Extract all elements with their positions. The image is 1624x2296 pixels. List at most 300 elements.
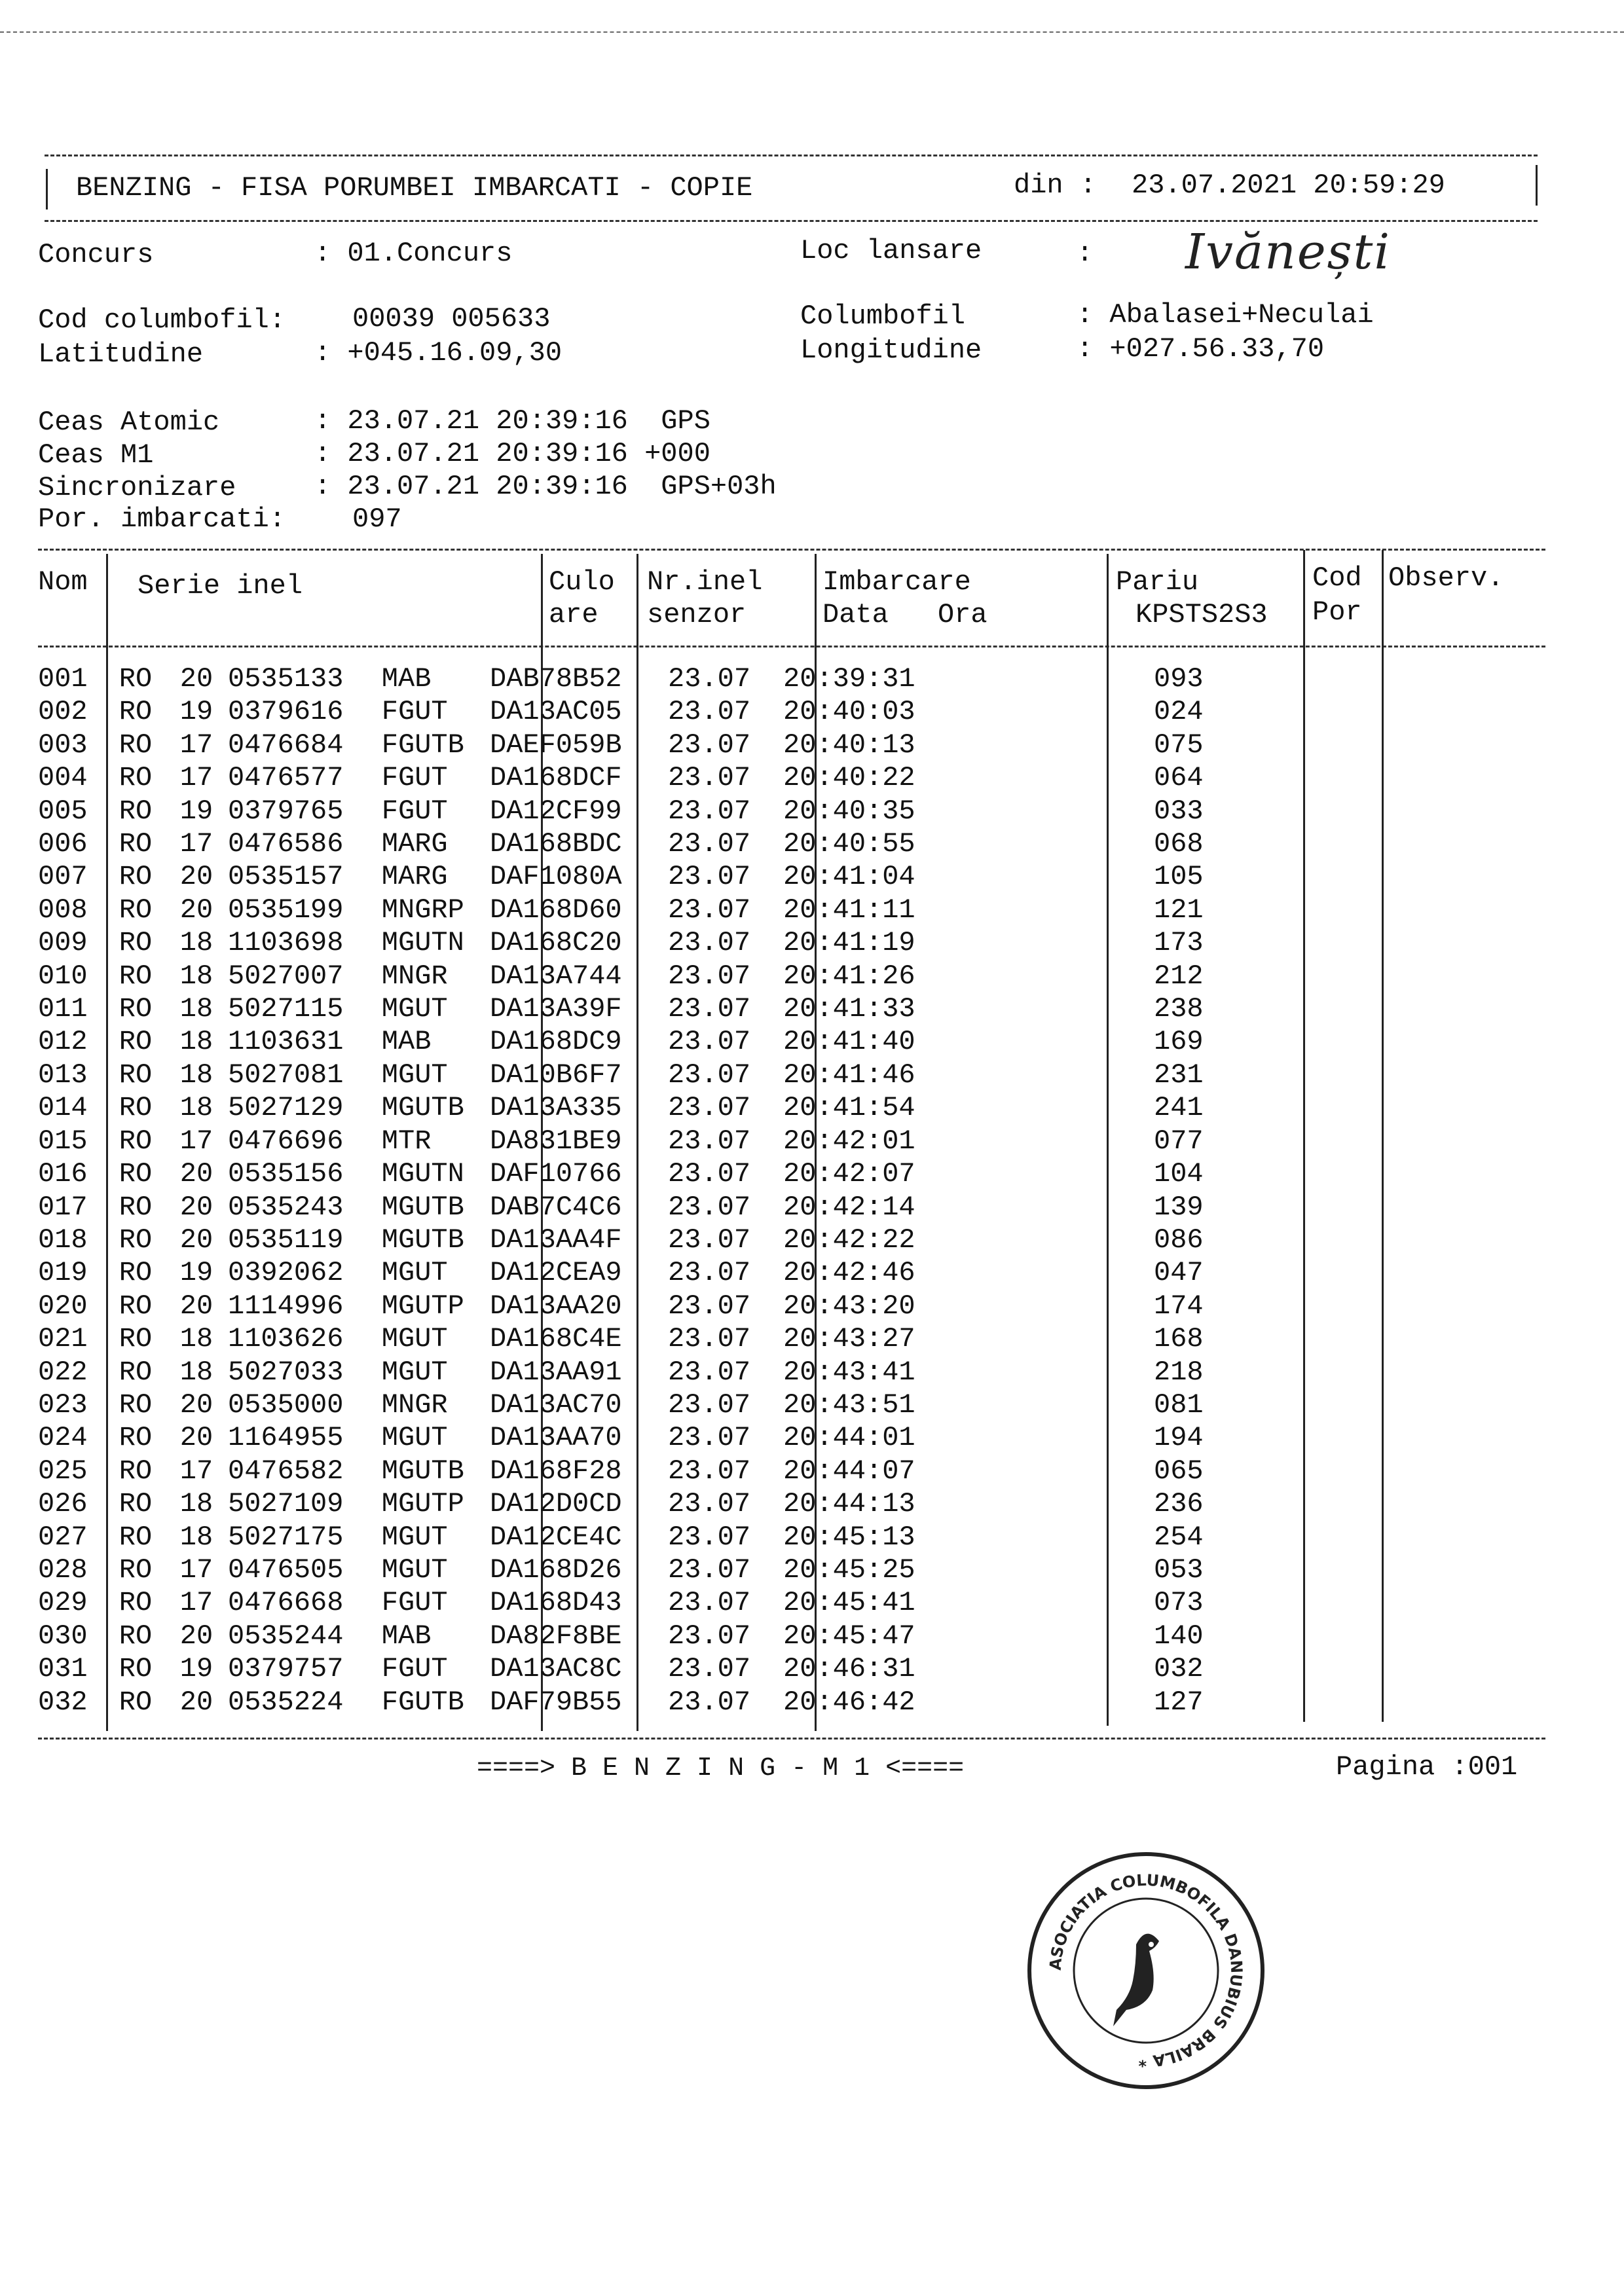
row-year: 20 (179, 1620, 213, 1652)
row-ring-number: 5027109 (228, 1488, 344, 1520)
row-sensor: DAEF059B (490, 729, 622, 761)
row-ring-number: 0535224 (228, 1686, 344, 1718)
row-time: 20:42:14 (783, 1191, 915, 1223)
table-row (38, 795, 1429, 828)
row-time: 20:40:03 (783, 696, 915, 728)
col-header-por: Por (1312, 596, 1362, 628)
row-sex: F (381, 729, 398, 761)
row-date: 23.07 (668, 894, 751, 926)
row-pariu (957, 860, 1154, 893)
row-year: 20 (179, 1290, 213, 1322)
row-sensor: DA13AA4F (490, 1224, 622, 1256)
row-year: 20 (179, 1389, 213, 1421)
association-stamp (1022, 1846, 1270, 2095)
row-observ (1232, 993, 1429, 1025)
row-ring-number: 0379757 (228, 1653, 344, 1685)
row-time: 20:39:31 (783, 663, 915, 695)
row-color: GUTB (398, 1455, 464, 1487)
row-date: 23.07 (668, 795, 751, 827)
row-nom: 018 (38, 1224, 88, 1256)
row-ring-number: 1103698 (228, 927, 344, 959)
row-country: RO (119, 762, 153, 794)
row-ring-number: 0476582 (228, 1455, 344, 1487)
row-sex: M (381, 1092, 398, 1124)
table-row (38, 695, 1429, 728)
row-year: 20 (179, 663, 213, 695)
row-year: 20 (179, 1422, 213, 1454)
row-ring-number: 0476684 (228, 729, 344, 761)
row-observ (1232, 1025, 1429, 1058)
row-year: 20 (179, 1686, 213, 1718)
row-nom: 008 (38, 894, 88, 926)
row-sensor: DAF1080A (490, 861, 622, 893)
row-sex: M (381, 993, 398, 1025)
row-time: 20:45:13 (783, 1521, 915, 1553)
row-date: 23.07 (668, 861, 751, 893)
row-pariu (957, 1224, 1154, 1256)
row-sex: M (381, 1224, 398, 1256)
row-pariu (957, 1191, 1154, 1224)
row-observ (1232, 1125, 1429, 1157)
col-header-serie: Serie inel (138, 570, 303, 602)
row-sensor: DA168D43 (490, 1587, 622, 1619)
row-ring-number: 0535199 (228, 894, 344, 926)
col-header-data: Data (822, 599, 889, 630)
row-cod-por: 174 (1154, 1290, 1204, 1322)
row-sex: M (381, 1521, 398, 1553)
table-row (38, 1157, 1429, 1190)
title-box-left (46, 169, 48, 210)
table-row (38, 729, 1429, 761)
row-nom: 031 (38, 1653, 88, 1685)
row-sensor: DA168D26 (490, 1554, 622, 1586)
row-nom: 004 (38, 762, 88, 794)
row-cod-por: 033 (1154, 795, 1204, 827)
row-year: 17 (179, 1125, 213, 1157)
row-date: 23.07 (668, 663, 751, 695)
row-time: 20:44:01 (783, 1422, 915, 1454)
row-color: GUT (398, 1422, 448, 1454)
pigeon-icon (1113, 1934, 1159, 2026)
row-year: 17 (179, 1587, 213, 1619)
row-time: 20:41:40 (783, 1026, 915, 1058)
row-date: 23.07 (668, 1059, 751, 1091)
row-cod-por: 238 (1154, 993, 1204, 1025)
ceas-atomic-value: : 23.07.21 20:39:16 GPS (314, 405, 710, 437)
row-pariu (957, 1290, 1154, 1322)
table-row (38, 960, 1429, 993)
row-date: 23.07 (668, 1389, 751, 1421)
ceas-m1-label: Ceas M1 (38, 439, 154, 471)
row-cod-por: 093 (1154, 663, 1204, 695)
cod-columbofil-value: 00039 005633 (352, 303, 551, 335)
row-sex: F (381, 1686, 398, 1718)
row-pariu (957, 1025, 1154, 1058)
row-ring-number: 5027007 (228, 960, 344, 992)
col-header-kpsts: KPSTS2S3 (1135, 599, 1268, 630)
row-sex: M (381, 1323, 398, 1355)
row-sex: M (381, 1158, 398, 1190)
row-year: 18 (179, 1521, 213, 1553)
row-color: GUTB (398, 1686, 464, 1718)
row-sensor: DA10B6F7 (490, 1059, 622, 1091)
table-row (38, 993, 1429, 1025)
row-pariu (957, 695, 1154, 728)
latitudine-label: Latitudine (38, 338, 204, 370)
row-time: 20:40:35 (783, 795, 915, 827)
row-color: NGR (398, 960, 448, 992)
row-sensor: DAF10766 (490, 1158, 622, 1190)
row-year: 19 (179, 1257, 213, 1289)
row-sex: M (381, 861, 398, 893)
row-sensor: DA13A744 (490, 960, 622, 992)
row-sex: F (381, 696, 398, 728)
row-pariu (957, 1652, 1154, 1685)
row-ring-number: 0476696 (228, 1125, 344, 1157)
row-nom: 022 (38, 1356, 88, 1388)
row-nom: 003 (38, 729, 88, 761)
row-sensor: DA13AC8C (490, 1653, 622, 1685)
row-ring-number: 1114996 (228, 1290, 344, 1322)
row-color: GUT (398, 696, 448, 728)
row-nom: 001 (38, 663, 88, 695)
sincronizare-label: Sincronizare (38, 472, 236, 503)
row-country: RO (119, 1290, 153, 1322)
row-country: RO (119, 927, 153, 959)
row-cod-por: 173 (1154, 927, 1204, 959)
page-number: Pagina :001 (1336, 1751, 1518, 1783)
table-header-top-rule (38, 549, 1545, 551)
row-date: 23.07 (668, 1224, 751, 1256)
row-ring-number: 1164955 (228, 1422, 344, 1454)
row-date: 23.07 (668, 762, 751, 794)
row-time: 20:40:13 (783, 729, 915, 761)
row-time: 20:42:01 (783, 1125, 915, 1157)
row-sensor: DA831BE9 (490, 1125, 622, 1157)
row-country: RO (119, 1488, 153, 1520)
row-time: 20:41:19 (783, 927, 915, 959)
row-time: 20:40:22 (783, 762, 915, 794)
row-nom: 023 (38, 1389, 88, 1421)
row-year: 17 (179, 828, 213, 860)
col-header-culo: Culo (549, 566, 615, 598)
row-country: RO (119, 993, 153, 1025)
table-row (38, 1455, 1429, 1487)
row-time: 20:45:47 (783, 1620, 915, 1652)
row-pariu (957, 1421, 1154, 1454)
table-row (38, 1421, 1429, 1454)
row-ring-number: 0379616 (228, 696, 344, 728)
row-cod-por: 231 (1154, 1059, 1204, 1091)
col-header-nrinel: Nr.inel (647, 566, 763, 598)
row-observ (1232, 1652, 1429, 1685)
title-box-bottom (45, 220, 1538, 222)
row-cod-por: 077 (1154, 1125, 1204, 1157)
row-observ (1232, 1157, 1429, 1190)
pigeon-table (38, 663, 1429, 1719)
row-time: 20:42:22 (783, 1224, 915, 1256)
row-time: 20:41:54 (783, 1092, 915, 1124)
columbofil-label: Columbofil (800, 301, 966, 332)
row-observ (1232, 1586, 1429, 1619)
row-date: 23.07 (668, 1026, 751, 1058)
row-observ (1232, 1224, 1429, 1256)
row-date: 23.07 (668, 993, 751, 1025)
row-color: GUT (398, 1521, 448, 1553)
row-cod-por: 068 (1154, 828, 1204, 860)
table-row (38, 1620, 1429, 1652)
row-date: 23.07 (668, 1521, 751, 1553)
row-cod-por: 168 (1154, 1323, 1204, 1355)
row-ring-number: 1103631 (228, 1026, 344, 1058)
table-row (38, 1586, 1429, 1619)
row-sex: M (381, 1488, 398, 1520)
row-observ (1232, 828, 1429, 860)
row-sensor: DA168DCF (490, 762, 622, 794)
table-row (38, 761, 1429, 794)
row-ring-number: 5027129 (228, 1092, 344, 1124)
row-cod-por: 121 (1154, 894, 1204, 926)
row-year: 17 (179, 729, 213, 761)
row-nom: 026 (38, 1488, 88, 1520)
row-pariu (957, 1521, 1154, 1554)
table-row (38, 1322, 1429, 1355)
row-cod-por: 127 (1154, 1686, 1204, 1718)
row-country: RO (119, 1653, 153, 1685)
row-observ (1232, 1290, 1429, 1322)
table-row (38, 1191, 1429, 1224)
row-date: 23.07 (668, 1653, 751, 1685)
row-sensor: DA12CEA9 (490, 1257, 622, 1289)
row-pariu (957, 1455, 1154, 1487)
date-label: din : (1014, 170, 1097, 201)
row-country: RO (119, 1125, 153, 1157)
row-sex: F (381, 795, 398, 827)
row-country: RO (119, 1521, 153, 1553)
row-sex: M (381, 927, 398, 959)
concurs-value: : 01.Concurs (314, 238, 513, 269)
row-sensor: DA13AC05 (490, 696, 622, 728)
row-pariu (957, 1554, 1154, 1586)
row-nom: 013 (38, 1059, 88, 1091)
table-row (38, 926, 1429, 959)
sincronizare-value: : 23.07.21 20:39:16 GPS+03h (314, 471, 777, 502)
row-observ (1232, 1686, 1429, 1719)
row-observ (1232, 894, 1429, 926)
row-country: RO (119, 861, 153, 893)
row-cod-por: 212 (1154, 960, 1204, 992)
row-sex: M (381, 1257, 398, 1289)
row-sex: M (381, 1191, 398, 1223)
row-country: RO (119, 1587, 153, 1619)
row-nom: 027 (38, 1521, 88, 1553)
row-date: 23.07 (668, 1455, 751, 1487)
row-color: AB (398, 1026, 432, 1058)
row-date: 23.07 (668, 1686, 751, 1718)
row-pariu (957, 1389, 1154, 1421)
row-cod-por: 032 (1154, 1653, 1204, 1685)
row-country: RO (119, 1158, 153, 1190)
print-datetime: 23.07.2021 20:59:29 (1132, 170, 1445, 201)
row-color: GUTB (398, 729, 464, 761)
row-ring-number: 0535244 (228, 1620, 344, 1652)
row-year: 18 (179, 927, 213, 959)
row-sensor: DA168BDC (490, 828, 622, 860)
row-nom: 002 (38, 696, 88, 728)
row-nom: 015 (38, 1125, 88, 1157)
row-nom: 010 (38, 960, 88, 992)
longitudine-value: : +027.56.33,70 (1077, 333, 1325, 365)
table-row (38, 1059, 1429, 1091)
row-year: 18 (179, 1356, 213, 1388)
table-row (38, 1356, 1429, 1389)
row-cod-por: 104 (1154, 1158, 1204, 1190)
row-nom: 029 (38, 1587, 88, 1619)
row-pariu (957, 761, 1154, 794)
row-color: GUTP (398, 1488, 464, 1520)
table-row (38, 1652, 1429, 1685)
row-observ (1232, 1389, 1429, 1421)
row-ring-number: 0535243 (228, 1191, 344, 1223)
row-observ (1232, 1455, 1429, 1487)
row-sex: M (381, 960, 398, 992)
table-row (38, 1521, 1429, 1554)
row-date: 23.07 (668, 1554, 751, 1586)
row-observ (1232, 1487, 1429, 1520)
row-country: RO (119, 696, 153, 728)
row-sex: M (381, 1389, 398, 1421)
row-time: 20:46:42 (783, 1686, 915, 1718)
row-color: GUT (398, 1587, 448, 1619)
col-header-imbarcare: Imbarcare (822, 566, 971, 598)
row-date: 23.07 (668, 1620, 751, 1652)
row-time: 20:41:33 (783, 993, 915, 1025)
row-date: 23.07 (668, 1587, 751, 1619)
col-header-are: are (549, 599, 599, 630)
row-sensor: DAF79B55 (490, 1686, 622, 1718)
row-country: RO (119, 1554, 153, 1586)
row-country: RO (119, 1620, 153, 1652)
row-ring-number: 0476668 (228, 1587, 344, 1619)
row-nom: 025 (38, 1455, 88, 1487)
row-year: 20 (179, 1158, 213, 1190)
row-ring-number: 0476586 (228, 828, 344, 860)
row-nom: 032 (38, 1686, 88, 1718)
col-header-ora: Ora (938, 599, 987, 630)
row-color: GUTB (398, 1092, 464, 1124)
table-header-bottom-rule (38, 646, 1545, 647)
row-cod-por: 053 (1154, 1554, 1204, 1586)
row-year: 18 (179, 1092, 213, 1124)
row-observ (1232, 1322, 1429, 1355)
row-pariu (957, 1356, 1154, 1389)
col-header-cod: Cod (1312, 562, 1362, 594)
row-country: RO (119, 828, 153, 860)
row-country: RO (119, 1686, 153, 1718)
footer-benzing-m1: ====> B E N Z I N G - M 1 <==== (477, 1754, 965, 1783)
row-pariu (957, 795, 1154, 828)
row-country: RO (119, 894, 153, 926)
row-time: 20:41:11 (783, 894, 915, 926)
stamp-graphic (1022, 1846, 1270, 2095)
row-nom: 005 (38, 795, 88, 827)
row-cod-por: 169 (1154, 1026, 1204, 1058)
row-nom: 019 (38, 1257, 88, 1289)
row-ring-number: 0476505 (228, 1554, 344, 1586)
row-observ (1232, 663, 1429, 695)
row-pariu (957, 960, 1154, 993)
row-color: GUT (398, 1653, 448, 1685)
row-sex: M (381, 663, 398, 695)
row-time: 20:40:55 (783, 828, 915, 860)
row-time: 20:44:07 (783, 1455, 915, 1487)
row-sex: M (381, 894, 398, 926)
row-country: RO (119, 1092, 153, 1124)
table-row (38, 894, 1429, 926)
latitudine-value: : +045.16.09,30 (314, 337, 563, 369)
row-time: 20:41:04 (783, 861, 915, 893)
row-observ (1232, 795, 1429, 828)
row-ring-number: 5027115 (228, 993, 344, 1025)
row-nom: 024 (38, 1422, 88, 1454)
ceas-atomic-label: Ceas Atomic (38, 407, 220, 438)
row-time: 20:45:25 (783, 1554, 915, 1586)
row-color: TR (398, 1125, 432, 1157)
row-color: AB (398, 663, 432, 695)
row-observ (1232, 761, 1429, 794)
row-color: GUT (398, 795, 448, 827)
row-sensor: DAB78B52 (490, 663, 622, 695)
ceas-m1-value: : 23.07.21 20:39:16 +000 (314, 438, 710, 469)
row-country: RO (119, 1356, 153, 1388)
row-time: 20:42:07 (783, 1158, 915, 1190)
row-sex: M (381, 1059, 398, 1091)
concurs-label: Concurs (38, 239, 154, 270)
table-row (38, 828, 1429, 860)
row-nom: 007 (38, 861, 88, 893)
row-date: 23.07 (668, 828, 751, 860)
row-observ (1232, 1521, 1429, 1554)
row-sensor: DA13AA91 (490, 1356, 622, 1388)
row-pariu (957, 993, 1154, 1025)
row-nom: 017 (38, 1191, 88, 1223)
row-cod-por: 105 (1154, 861, 1204, 893)
row-nom: 020 (38, 1290, 88, 1322)
row-pariu (957, 1586, 1154, 1619)
loc-lansare-colon: : (1077, 238, 1094, 269)
row-ring-number: 5027081 (228, 1059, 344, 1091)
row-year: 18 (179, 1488, 213, 1520)
row-ring-number: 0535119 (228, 1224, 344, 1256)
table-row (38, 1091, 1429, 1124)
row-date: 23.07 (668, 1257, 751, 1289)
row-year: 19 (179, 1653, 213, 1685)
row-observ (1232, 1356, 1429, 1389)
row-color: GUTN (398, 1158, 464, 1190)
row-pariu (957, 1686, 1154, 1719)
row-time: 20:41:26 (783, 960, 915, 992)
table-row (38, 1554, 1429, 1586)
table-row (38, 860, 1429, 893)
row-date: 23.07 (668, 696, 751, 728)
row-country: RO (119, 1323, 153, 1355)
row-sensor: DA12CF99 (490, 795, 622, 827)
row-cod-por: 241 (1154, 1092, 1204, 1124)
row-pariu (957, 663, 1154, 695)
row-pariu (957, 828, 1154, 860)
row-nom: 006 (38, 828, 88, 860)
row-nom: 009 (38, 927, 88, 959)
